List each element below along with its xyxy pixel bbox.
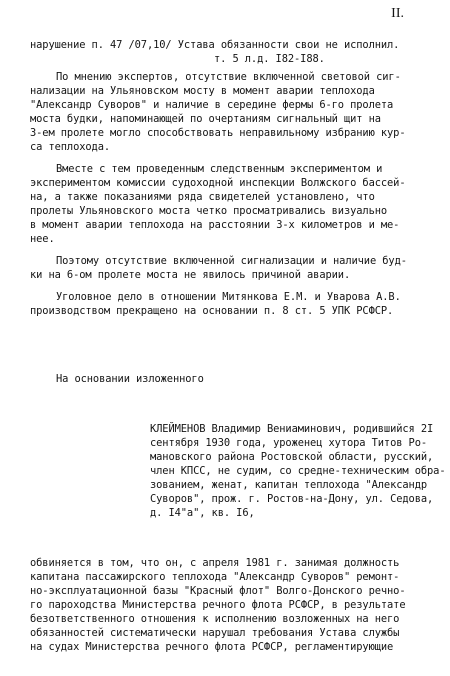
section-heading: На основании изложенного [56, 373, 204, 385]
text-line: в момент аварии теплохода на расстоянии 3-х километров и ме- [30, 219, 400, 231]
text-line: обвиняется в том, что он, с апреля 1981 г. занимая должность [30, 557, 400, 569]
reference-line: т. 5 л.д. I82-I88. [214, 53, 325, 65]
text-line: По мнению экспертов, отсутствие включенной световой сиг- [56, 71, 401, 83]
text-line: Уголовное дело в отношении Митянкова Е.М. и Уварова А.В. [56, 291, 401, 303]
accused-details-line: член КПСС, не судим, со средне-техническим обра- [150, 465, 446, 477]
page-number: II. [391, 6, 404, 21]
text-line: нее. [30, 233, 55, 245]
text-line: экспериментом комиссии судоходной инспекции Волжского бассей- [30, 177, 406, 189]
text-line: пролеты Ульяновского моста четко просматривались визуально [30, 205, 388, 217]
text-line: обязанностей систематически нарушал требования Устава службы [30, 627, 400, 639]
text-line: моста будки, напоминающей по очертаниям сигнальный щит на [30, 113, 381, 125]
text-line: производством прекращено на основании п. 8 ст. 5 УПК РСФСР. [30, 305, 394, 317]
text-line: са теплохода. [30, 141, 111, 153]
accused-details-line: д. I4"а", кв. I6, [150, 507, 255, 519]
text-line: Поэтому отсутствие включенной сигнализации и наличие буд- [56, 255, 407, 267]
accused-details-line: КЛЕЙМЕНОВ Владимир Вениаминович, родившийся 2I [150, 423, 434, 435]
text-line: безответственного отношения к исполнению возложенных на него [30, 613, 400, 625]
text-line: нарушение п. 47 /07,10/ Устава обязанности свои не исполнил. [30, 39, 400, 51]
text-line: капитана пассажирского теплохода "Александр Суворов" ремонт- [30, 571, 400, 583]
accused-details-line: зованием, женат, капитан теплохода "Александр [150, 479, 428, 491]
accused-details-line: Суворов", прож. г. Ростов-на-Дону, ул. Седова, [150, 493, 434, 505]
text-line: на, а также показаниями ряда свидетелей установлено, что [30, 191, 375, 203]
text-line: 3-ем пролете могло способствовать неправильному избранию кур- [30, 127, 406, 139]
text-line: но-эксплуатационной базы "Красный флот" Волго-Донского речно- [30, 585, 406, 597]
accused-details-line: сентября 1930 года, уроженец хутора Титов Ро- [150, 437, 428, 449]
text-line: го пароходства Министерства речного флота РСФСР, в результате [30, 599, 406, 611]
accused-details-line: мановского района Ростовской области, русский, [150, 451, 434, 463]
text-line: Вместе с тем проведенным следственным экспериментом и [56, 163, 383, 175]
text-line: "Александр Суворов" и наличие в середине фермы 6-го пролета [30, 99, 394, 111]
text-line: ки на 6-ом пролете моста не явилось причиной аварии. [30, 269, 351, 281]
text-line: на судах Министерства речного флота РСФСР, регламентирующие [30, 641, 394, 653]
text-line: нализации на Ульяновском мосту в момент аварии теплохода [30, 85, 375, 97]
